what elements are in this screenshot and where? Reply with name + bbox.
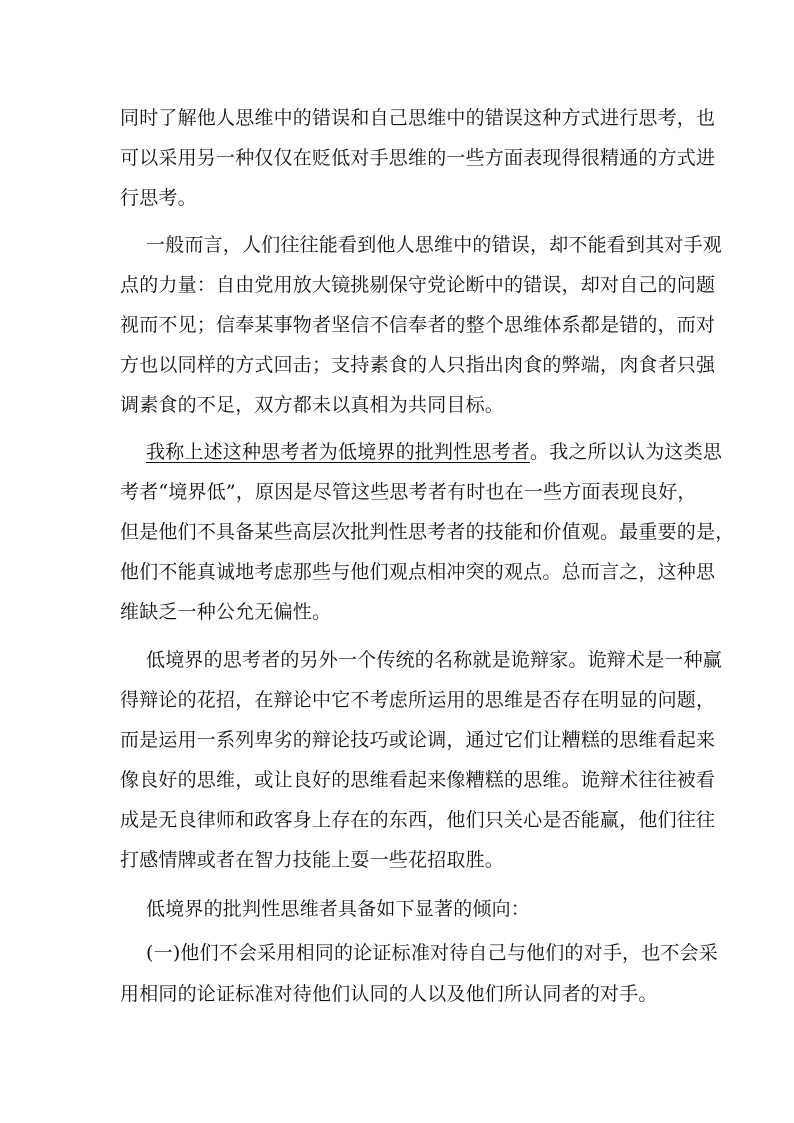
text-line: 视而不见；信奉某事物者坚信不信奉者的整个思维体系都是错的，而对 [120,314,716,336]
text-line: 方也以同样的方式回击；支持素食的人只指出肉食的弊端，肉食者只强 [120,354,716,376]
text-line: 同时了解他人思维中的错误和自己思维中的错误这种方式进行思考，也 [120,107,716,129]
text-line: 维缺乏一种公允无偏性。 [120,601,332,623]
text-line: 而是运用一系列卑劣的辩论技巧或论调，通过它们让糟糕的思维看起来 [120,729,716,751]
text-line: 考者“境界低”，原因是尽管这些思考者有时也在一些方面表现良好， [120,481,697,503]
text-line: 可以采用另一种仅仅在贬低对手思维的一些方面表现得很精通的方式进 [120,147,716,169]
paragraph-start-line: 低境界的批判性思维者具备如下显著的倾向： [146,898,531,920]
text-line: 成是无良律师和政客身上存在的东西，他们只关心是否能赢，他们往往 [120,809,716,831]
paragraph-start-line: (一)他们不会采用相同的论证标准对待自己与他们的对手，也不会采 [146,942,719,964]
text-line: 打感情牌或者在智力技能上耍一些花招取胜。 [120,849,505,871]
underlined-phrase: 我称上述这种思考者为低境界的批判性思考者 [146,441,531,463]
text-fragment: 。我之所以认为这类思 [530,441,723,463]
text-line: 调素食的不足，双方都未以真相为共同目标。 [120,394,505,416]
paragraph-start-line: 低境界的思考者的另外一个传统的名称就是诡辩家。诡辩术是一种赢 [146,649,723,671]
text-line: 得辩论的花招，在辩论中它不考虑所运用的思维是否存在明显的问题， [120,689,716,711]
text-line: 他们不能真诚地考虑那些与他们观点相冲突的观点。总而言之，这种思 [120,561,716,583]
text-line: 用相同的论证标准对待他们认同的人以及他们所认同者的对手。 [120,983,658,1005]
text-line: 像良好的思维，或让良好的思维看起来像糟糕的思维。诡辩术往往被看 [120,769,716,791]
paragraph-start-line [146,440,722,464]
text-line: 点的力量：自由党用放大镜挑剔保守党论断中的错误，却对自己的问题 [120,274,716,296]
text-line: 但是他们不具备某些高层次批判性思考者的技能和价值观。最重要的是， [120,521,735,543]
paragraph-start-line: 一般而言，人们往往能看到他人思维中的错误，却不能看到其对手观 [146,234,723,256]
text-line: 行思考。 [120,187,197,209]
